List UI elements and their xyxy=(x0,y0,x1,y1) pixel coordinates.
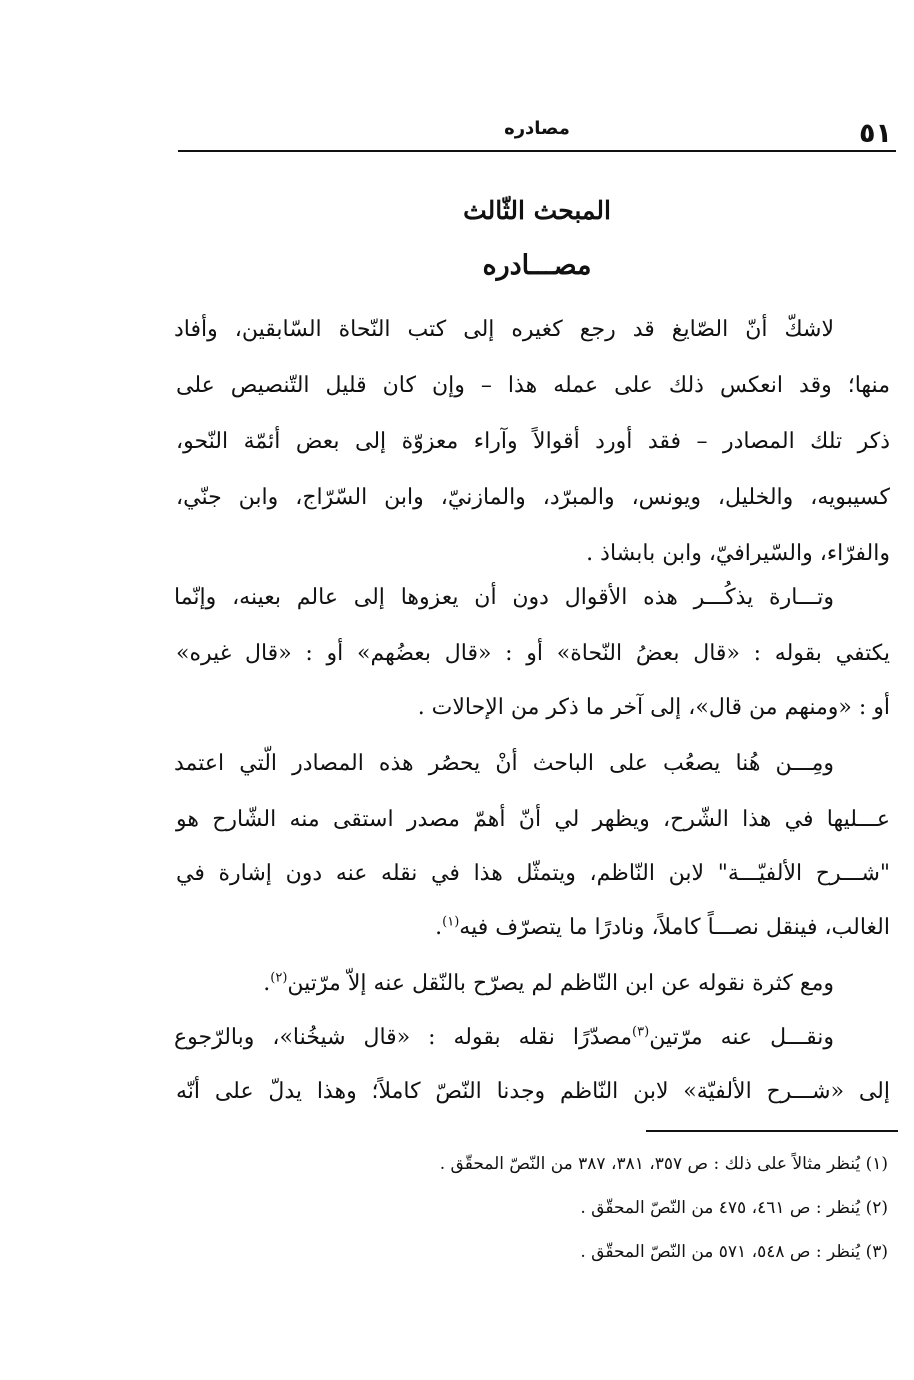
paragraph-2-line-1: وتـــارة يذكُـــر هذه الأقوال دون أن يعزوها إلى عالم بعينه، وإنّما xyxy=(174,585,834,610)
paragraph-3-line-1: ومِـــن هُنا يصعُب على الباحث أنْ يحصُر هذه المصادر الّتي اعتمد xyxy=(174,751,834,776)
paragraph-4-line-1-text: ومع كثرة نقوله عن ابن النّاظم لم يصرّح بالنّقل عنه إلاّ مرّتين xyxy=(287,971,834,996)
paragraph-5-line-2: إلى «شـــرح الألفيّة» لابن النّاظم وجدنا النّصّ كاملاً؛ وهذا يدلّ على أنّه xyxy=(176,1079,890,1104)
sentence-period: . xyxy=(435,915,443,940)
paragraph-3-line-2: عـــليها في هذا الشّرح، ويظهر لي أنّ أهمّ مصدر استقى منه الشّارح هو xyxy=(176,807,890,832)
paragraph-1-line-4: كسيبويه، والخليل، ويونس، والمبرّد، والمازنيّ، وابن السّرّاج، وابن جنّي، xyxy=(176,485,890,510)
footnote-ref-2: (٢) xyxy=(270,970,288,986)
header-title: مصادره xyxy=(504,118,570,139)
paragraph-3-line-4 xyxy=(176,900,890,956)
paragraph-3-line-3: "شـــرح الألفيّـــة" لابن النّاظم، ويتمثّل هذا في نقله عنه دون إشارة في xyxy=(176,861,890,886)
paragraph-2-line-2: يكتفي بقوله : «قال بعضُ النّحاة» أو : «قال بعضُهم» أو : «قال غيره» xyxy=(176,641,890,666)
footnote-ref-3: (٣) xyxy=(632,1024,650,1040)
running-header xyxy=(178,112,896,152)
chapter-title: المبحث الثّالث xyxy=(463,196,611,225)
paragraph-2-line-3: أو : «ومنهم من قال»، إلى آخر ما ذكر من الإحالات . xyxy=(417,695,890,720)
footnote-2: (٢) يُنظر : ص ٤٦١، ٤٧٥ من النّصّ المحقّق . xyxy=(580,1198,888,1218)
paragraph-1-line-3: ذكر تلك المصادر – فقد أورد أقوالاً وآراء معزوّة إلى بعض أئمّة النّحو، xyxy=(176,429,890,454)
paragraph-1-line-2: منها؛ وقد انعكس ذلك على عمله هذا – وإن كان قليل التّنصيص على xyxy=(176,373,890,398)
section-title: مصـــادره xyxy=(482,250,592,281)
paragraph-1-line-1: لاشكّ أنّ الصّايغ قد رجع كغيره إلى كتب النّحاة السّابقين، وأفاد xyxy=(174,317,834,342)
footnote-3: (٣) يُنظر : ص ٥٤٨، ٥٧١ من النّصّ المحقّق . xyxy=(580,1242,888,1262)
footnote-separator xyxy=(646,1130,898,1132)
page-number: ٥١ xyxy=(859,118,892,149)
sentence-period: . xyxy=(263,971,271,996)
paragraph-5-line-1 xyxy=(174,1010,834,1066)
paragraph-3-line-4-text: الغالب، فينقل نصـــاً كاملاً، ونادرًا ما يتصرّف فيه xyxy=(459,915,890,940)
paragraph-5-line-1-part-1: ونقـــل عنه مرّتين xyxy=(649,1025,834,1050)
footnote-1: (١) يُنظر مثالاً على ذلك : ص ٣٥٧، ٣٨١، ٣٨٧ من النّصّ المحقّق . xyxy=(439,1154,888,1174)
footnote-ref-1: (١) xyxy=(442,914,460,930)
paragraph-4-line-1 xyxy=(174,956,834,1012)
paragraph-5-line-1-part-2: مصدّرًا نقله بقوله : «قال شيخُنا»، وبالرّجوع xyxy=(174,1025,633,1050)
paragraph-1-line-5: والفرّاء، والسّيرافيّ، وابن بابشاذ . xyxy=(586,541,890,566)
